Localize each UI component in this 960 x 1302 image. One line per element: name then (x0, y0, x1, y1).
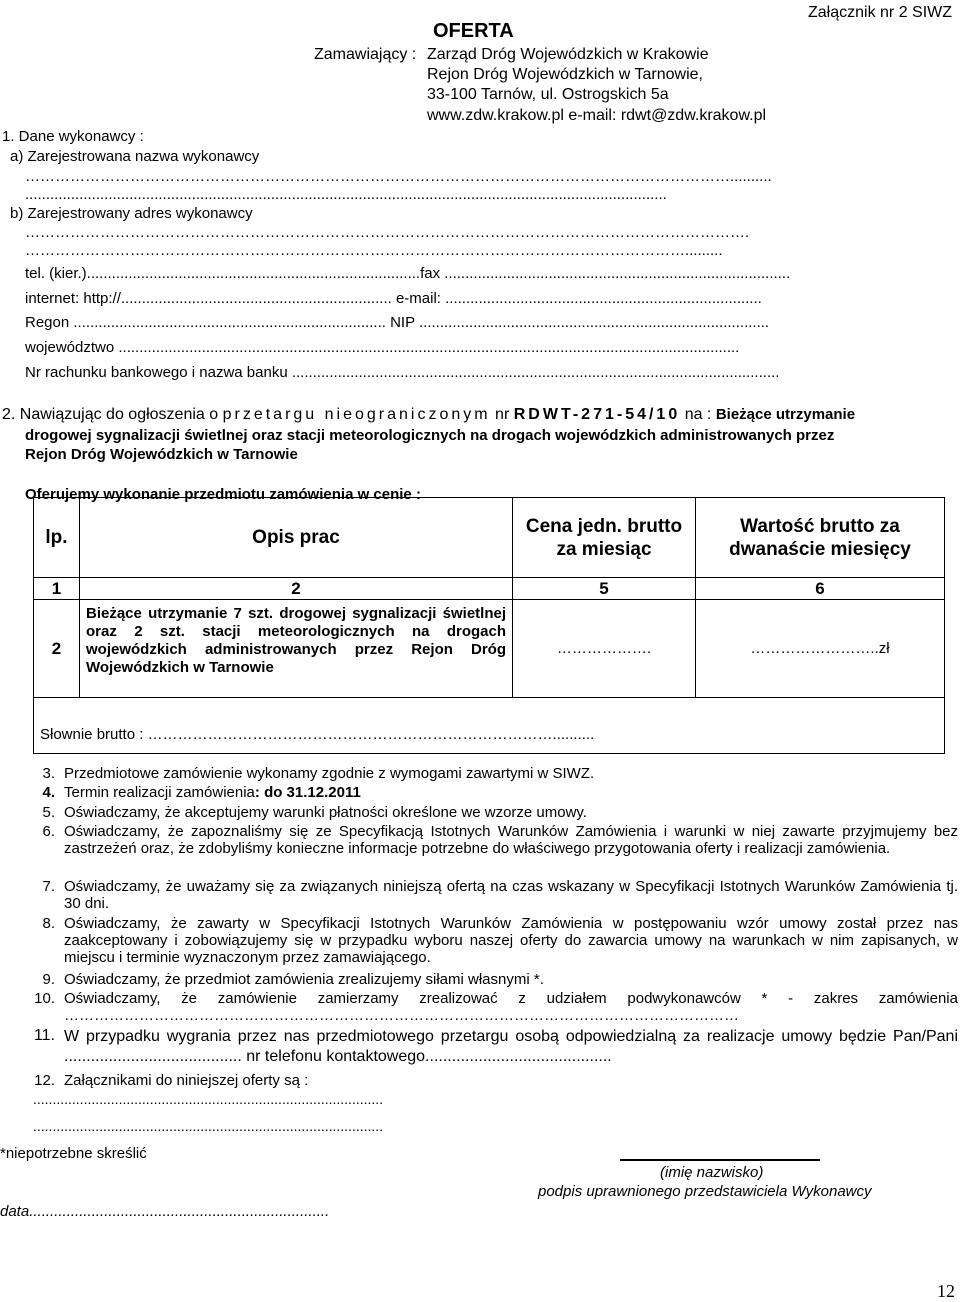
tender-mode: przetargu nieograniczonym (222, 406, 491, 423)
col-cena-header: Cena jedn. brutto za miesiąc (513, 498, 696, 578)
term-date: : do 31.12.2011 (254, 784, 361, 801)
row-total-value-field[interactable]: ……………………..zł (696, 600, 945, 698)
table-words-row (34, 698, 945, 754)
internet-email-field[interactable]: internet: http://................................................................. e-mail: ............................................................................ (25, 290, 762, 307)
item-number: 8. (42, 915, 55, 932)
tender-subject-line: Rejon Dróg Wojewódzkich w Tarnowie (25, 446, 298, 463)
col-opis-header: Opis prac (80, 498, 513, 578)
signature-line (620, 1159, 820, 1161)
signature-role-caption: podpis uprawnionego przedstawiciela Wykonawcy (538, 1183, 872, 1200)
item-text: Oświadczamy, że uważamy się za związanych niniejszą ofertą na czas wskazany w Specyfikacji Istotnych Warunków Zamówienia tj. 30 dni. (64, 878, 958, 912)
tender-subject-line: drogowej sygnalizacji świetlnej oraz stacji meteorologicznych na drogach wojewódzkich administrowanych przez (25, 427, 835, 444)
amount-in-words-field[interactable]: Słownie brutto : ……………………………………………………………………….......... (34, 698, 945, 754)
item-text: Załącznikami do niniejszej oferty są : (64, 1072, 309, 1089)
signature-name-caption: (imię nazwisko) (660, 1164, 764, 1181)
date-field[interactable]: data........................................................................ (0, 1203, 330, 1220)
contractor-name-field[interactable]: .......................................................................................................................................................... (25, 186, 667, 203)
section-number: 2. (2, 406, 16, 423)
page-number: 12 (937, 1281, 955, 1301)
phone-fax-field[interactable]: tel. (kier.)................................................................................fax ................................................................................... (25, 265, 791, 282)
row-unit-price-field[interactable]: ………………. (513, 600, 696, 698)
col-number: 2 (80, 578, 513, 600)
voivodeship-field[interactable]: województwo ..................................................................................................................................................... (25, 339, 740, 356)
tender-nr-label: nr (495, 406, 510, 423)
table-row (34, 600, 945, 698)
col-number: 5 (513, 578, 696, 600)
item-text: Przedmiotowe zamówienie wykonamy zgodnie z wymogami zawartymi w SIWZ. (64, 765, 595, 782)
col-lp-header: lp. (34, 498, 80, 578)
item-number: 10. (34, 990, 55, 1007)
contractor-heading: 1. Dane wykonawcy : (2, 128, 144, 145)
item-text: Oświadczamy, że zawarty w Specyfikacji Istotnych Warunków Zamówienia w postępowaniu wzór umowy został przez nas zaakceptowany i zobowiązujemy się w przypadku wyboru naszej oferty do zawarcia umowy na warunkach w nim zapisanych, w miejscu i terminie wyznaczonym przez zamawiającego. (64, 915, 958, 966)
tender-subject: Bieżące utrzymanie (715, 406, 856, 423)
offer-heading: Oferujemy wykonanie przedmiotu zamówienia w cenie : (25, 486, 421, 503)
tender-intro-text: Nawiązując do ogłoszenia o (19, 406, 219, 423)
contractor-address-label: b) Zarejestrowany adres wykonawcy (10, 205, 253, 222)
item-text (64, 784, 958, 801)
term-label: Termin realizacji zamówienia (64, 784, 255, 801)
col-number: 1 (34, 578, 80, 600)
row-description: Bieżące utrzymanie 7 szt. drogowej sygnalizacji świetlnej oraz 2 szt. stacji meteorologicznych na drogach wojewódzkich administrowanych przez Rejon Dróg Wojewódzkich w Tarnowie (80, 600, 513, 698)
contractor-name-field[interactable]: …………………………………………………………………………………………………………………………….......... (25, 168, 772, 185)
item-text: Oświadczamy, że przedmiot zamówienia zrealizujemy siłami własnymi *. (64, 971, 544, 988)
item-number: 12. (34, 1072, 55, 1089)
table-number-row (34, 578, 945, 600)
item-number: 9. (42, 971, 55, 988)
item-text[interactable]: Oświadczamy, że zamówienie zamierzamy zrealizować z udziałem podwykonawców * - zakres zamówienia ……………………………………………………………………………………………………………………… (64, 990, 958, 1024)
buyer-line: www.zdw.krakow.pl e-mail: rdwt@zdw.krakow.pl (427, 107, 767, 124)
contractor-address-field[interactable]: ………………………………………………………………………………………………………………………………. (25, 224, 750, 241)
buyer-line: Rejon Dróg Wojewódzkich w Tarnowie, (427, 66, 703, 83)
item-number: 6. (42, 823, 55, 840)
table-header-row (34, 498, 945, 578)
bank-account-field[interactable]: Nr rachunku bankowego i nazwa banku ..................................................................................................................... (25, 364, 780, 381)
buyer-line: Zarząd Dróg Wojewódzkich w Krakowie (427, 46, 709, 63)
tender-intro-line (2, 406, 960, 424)
buyer-label: Zamawiający : (314, 46, 417, 63)
footnote: *niepotrzebne skreślić (0, 1145, 147, 1162)
col-wartosc-header: Wartość brutto za dwanaście miesięcy (696, 498, 945, 578)
tender-na-label: na : (684, 406, 712, 423)
buyer-line: 33-100 Tarnów, ul. Ostrogskich 5a (427, 86, 669, 103)
item-number: 3. (42, 765, 55, 782)
attachments-field[interactable]: .......................................................................................... (33, 1118, 384, 1134)
item-number: 11. (33, 1027, 55, 1044)
tender-reference: RDWT-271-54/10 (513, 406, 681, 423)
item-number: 4. (42, 784, 55, 801)
attachment-label: Załącznik nr 2 SIWZ (808, 4, 953, 21)
item-number: 7. (42, 878, 55, 895)
item-number: 5. (42, 804, 55, 821)
attachments-field[interactable]: .......................................................................................... (33, 1091, 384, 1107)
offer-table (33, 497, 945, 754)
col-number: 6 (696, 578, 945, 600)
regon-nip-field[interactable]: Regon ........................................................................... NIP .................................................................................... (25, 314, 770, 331)
item-text: Oświadczamy, że akceptujemy warunki płatności określone we wzorze umowy. (64, 804, 587, 821)
contractor-address-field[interactable]: ……………………………………………………………………………………………………………………......... (25, 242, 723, 259)
page-title: OFERTA (433, 20, 514, 42)
contractor-name-label: a) Zarejestrowana nazwa wykonawcy (10, 148, 260, 165)
item-text: Oświadczamy, że zapoznaliśmy się ze Specyfikacją Istotnych Warunków Zamówienia i warunki w niej zawarte przyjmujemy bez zastrzeżeń oraz, że zdobyliśmy konieczne informacje potrzebne do właściwego przygotowania oferty i realizacji zamówienia. (64, 823, 958, 857)
row-lp: 2 (34, 600, 80, 698)
item-text[interactable]: W przypadku wygrania przez nas przedmiotowego przetargu osobą odpowiedzialną za realizacje umowy będzie Pan/Pani ........................................ nr telefonu kontaktowego.......................................... (64, 1028, 958, 1065)
